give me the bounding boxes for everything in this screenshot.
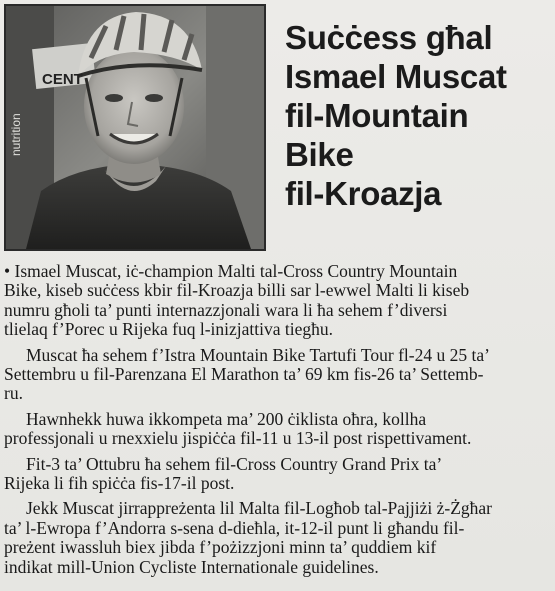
article-paragraph: [4, 262, 552, 340]
headline-line: Ismael Muscat: [285, 58, 507, 95]
article-paragraph: [4, 455, 552, 494]
headline-line: Suċċess għal: [285, 19, 493, 56]
jersey-text: CENT: [42, 71, 83, 88]
text-line: numru għoli ta’ punti internazzjonali wara li ħa sehem f’diversi: [4, 299, 448, 320]
text-line: indikat mill-Union Cycliste Internationale guidelines.: [4, 556, 379, 577]
text-line: Bike, kiseb suċċess kbir fil-Kroazja billi sar l-ewwel Malti li kiseb: [4, 280, 470, 301]
headline-line: fil-Mountain: [285, 97, 469, 134]
text-line: Muscat ħa sehem f’Istra Mountain Bike Tartufi Tour fl-24 u 25 ta’: [26, 344, 490, 365]
text-line: tlielaq f’Porec u Rijeka fuq l-inizjattiva tiegħu.: [4, 319, 333, 340]
text-line: Settembru u fil-Parenzana El Marathon ta’ 69 km fis-26 ta’ Settemb-: [4, 364, 484, 385]
cyclist-portrait-image: [6, 6, 264, 249]
cyclist-photo: [4, 4, 266, 251]
headline-line: fil-Kroazja: [285, 175, 442, 212]
text-line: • Ismael Muscat, iċ-champion Malti tal-Cross Country Mountain: [4, 261, 458, 281]
text-line: ru.: [4, 383, 23, 404]
text-line: ta’ l-Ewropa f’Andorra s-sena d-dieħla, it-12-il punt li għandu fil-: [4, 517, 465, 538]
headline-line: Bike: [285, 136, 354, 173]
article-paragraph: [4, 410, 552, 449]
article-paragraph: [4, 499, 552, 577]
text-line: Fit-3 ta’ Ottubru ħa sehem fil-Cross Country Grand Prix ta’: [26, 453, 443, 474]
text-line: Hawnhekk huwa ikkompeta ma’ 200 ċiklista oħra, kollha: [26, 408, 427, 429]
article-headline: [285, 18, 550, 213]
text-line: professjonali u rnexxielu jispiċċa fil-11 u 13-il post rispettivament.: [4, 428, 472, 449]
text-line: preżent iwassluh biex jibda f’pożizzjoni minn ta’ quddiem kif: [4, 537, 437, 558]
text-line: Jekk Muscat jirrappreżenta lil Malta fil-Logħob tal-Pajjiżi ż-Żgħar: [26, 498, 493, 519]
text-line: Rijeka li fih spiċċa fis-17-il post.: [4, 473, 235, 494]
article-body: [4, 262, 552, 583]
article-paragraph: [4, 346, 552, 404]
side-text: nutrition: [9, 113, 23, 156]
